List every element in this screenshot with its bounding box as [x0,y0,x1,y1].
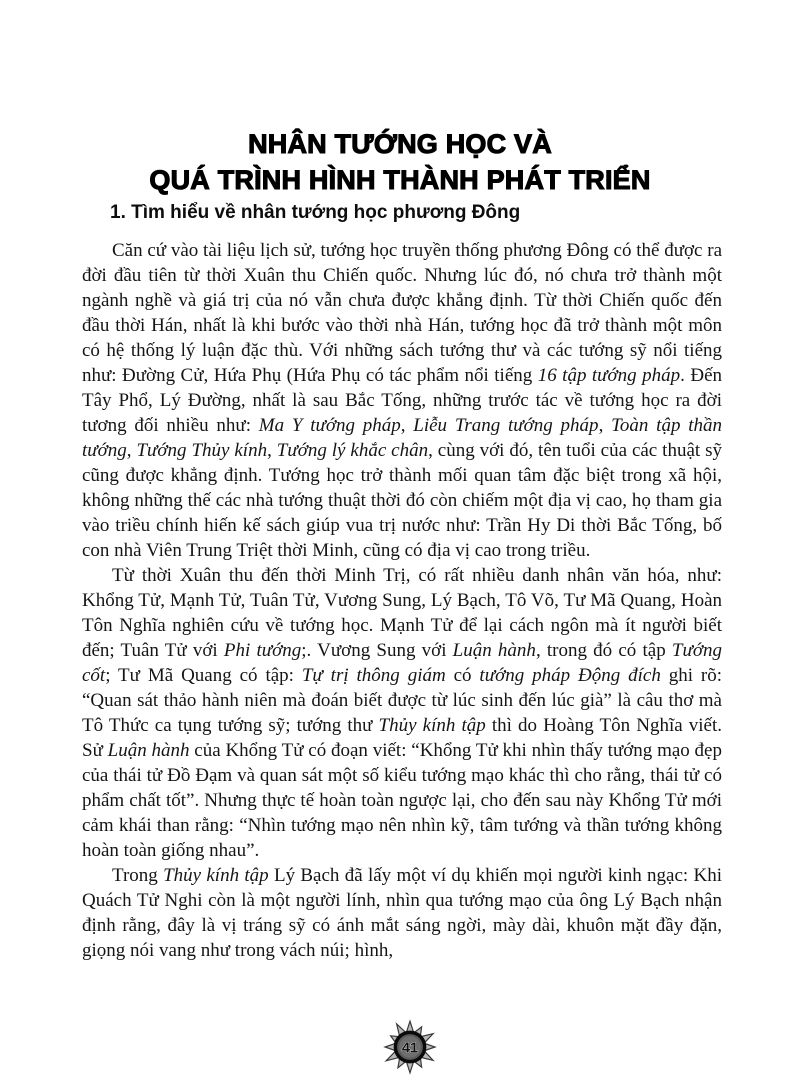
page-title-line2: QUÁ TRÌNH HÌNH THÀNH PHÁT TRIỂN [149,165,651,195]
page-title [0,126,800,198]
paragraph: Từ thời Xuân thu đến thời Minh Trị, có rất nhiều danh nhân văn hóa, như: Khổng Tử, Mạnh Tử, Tuân Tử, Vương Sung, Lý Bạch, Tô Võ, Tư Mã Quang, Hoàn Tôn Nghĩa nghiên cứu về tướng học. Mạnh Tử để lại cách ngôn mà ít người biết đến; Tuân Tử với Phi tướng;. Vương Sung với Luận hành, trong đó có tập Tướng cốt; Tư Mã Quang có tập: Tự trị thông giám có tướng pháp Động đích ghi rõ: “Quan sát thảo hành niên mà đoán biết được từ lúc sinh đến lúc già” là câu thơ mà Tô Thức ca tụng tướng sỹ; tướng thư Thủy kính tập thì do Hoàng Tôn Nghĩa viết. Sử Luận hành của Khổng Tử có đoạn viết: “Khổng Tử khi nhìn thấy tướng mạo đẹp của thái tử Đồ Đạm và quan sát một số kiểu tướng mạo khác thì cho rằng, thái tử có phẩm chất tốt”. Nhưng thực tế hoàn toàn ngược lại, cho đến sau này Khổng Tử mới cảm khái than rằng: “Nhìn tướng mạo nên nhìn kỹ, tâm tướng và thần tướng không hoàn toàn giống nhau”. [82,565,723,861]
body-text [82,238,722,963]
page-number: 41 [401,1040,419,1057]
paragraph: Trong Thủy kính tập Lý Bạch đã lấy một ví dụ khiến mọi người kinh ngạc: Khi Quách Tử Nghi còn là một người lính, nhìn qua tướng mạo của ông Lý Bạch nhận định rằng, đây là vị tráng sỹ có ánh mắt sáng ngời, mày dài, khuôn mặt đầy đặn, giọng nói vang như trong vách núi; hình, [82,865,723,961]
page-title-line1: NHÂN TƯỚNG HỌC VÀ [248,129,552,159]
page-number-ornament [374,1016,446,1078]
section-heading: 1. Tìm hiểu về nhân tướng học phương Đông [110,202,521,223]
paragraph: Căn cứ vào tài liệu lịch sử, tướng học truyền thống phương Đông có thể được ra đời đầu tiên từ thời Xuân thu Chiến quốc. Nhưng lúc đó, nó chưa trở thành một ngành nghề và giá trị của nó vẫn chưa được khẳng định. Từ thời Chiến quốc đến đầu thời Hán, nhất là khi bước vào thời nhà Hán, tướng học đã trở thành một môn có hệ thống lý luận đặc thù. Với những sách tướng thư và các tướng sỹ nổi tiếng như: Đường Cử, Hứa Phụ (Hứa Phụ có tác phẩm nổi tiếng 16 tập tướng pháp. Đến Tây Phổ, Lý Đường, nhất là sau Bắc Tống, những trước tác về tướng học ra đời tương đối nhiều như: Ma Y tướng pháp, Liễu Trang tướng pháp, Toàn tập thần tướng, Tướng Thủy kính, Tướng lý khắc chân, cùng với đó, tên tuổi của các thuật sỹ cũng được khẳng định. Tướng học trở thành mối quan tâm đặc biệt trong xã hội, không những thế các nhà tướng thuật thời đó còn chiếm một địa vị cao, họ tham gia vào triều chính hiến kế sách giúp vua trị nước như: Trần Hy Di thời Bắc Tống, bố con nhà Viên Trung Triệt thời Minh, cũng có địa vị cao trong triều. [82,240,723,561]
